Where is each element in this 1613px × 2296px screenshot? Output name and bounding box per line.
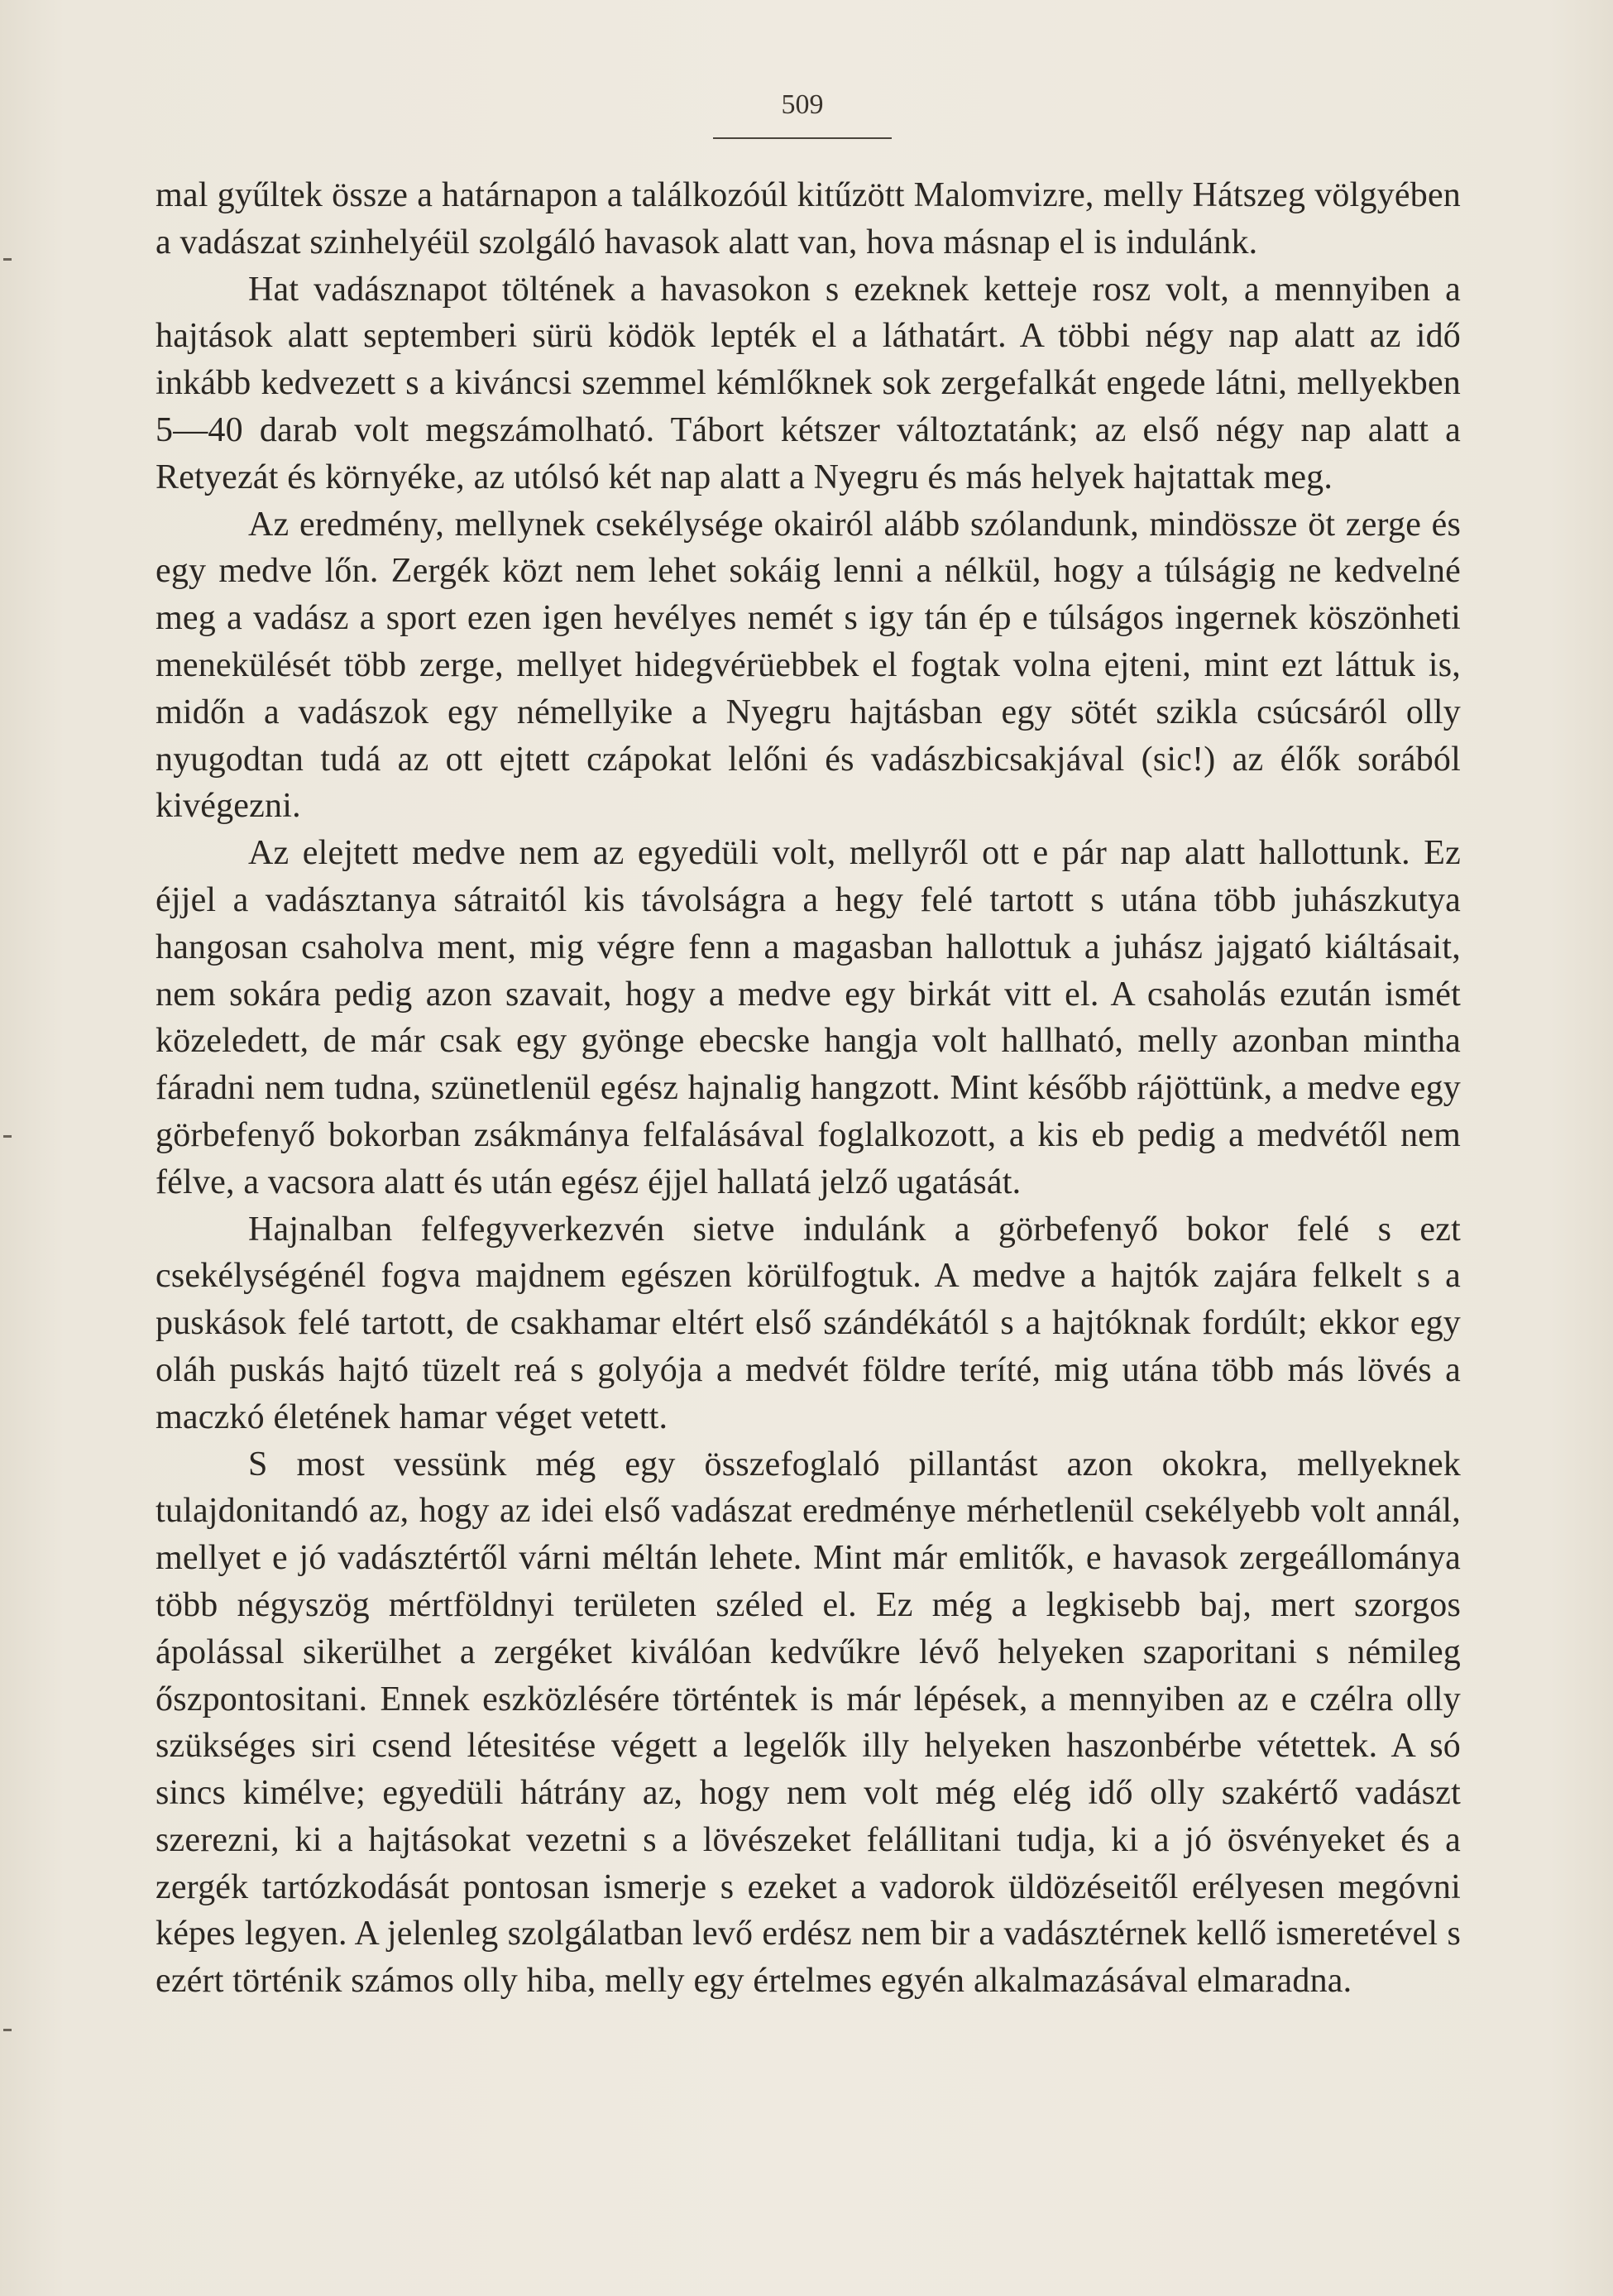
paragraph: Hajnalban felfegyverkezvén sietve indulánk a görbefenyő bokor felé s ezt csekélységénél fogva majdnem egészen körülfogtuk. A medve a hajtók zajára felkelt s a puskások felé tartott, de csakhamar eltért első szándékától s a hajtóknak fordúlt; ekkor egy oláh puskás hajtó tüzelt reá s golyója a medvét földre teríté, mig utána több más lövés a maczkó életének hamar véget vetett. <box>156 1210 1461 1436</box>
body-text <box>156 172 1461 2005</box>
page-number-rule <box>713 137 892 139</box>
paragraph: Az elejtett medve nem az egyedüli volt, mellyről ott e pár nap alatt hallottunk. Ez éjjel a vadásztanya sátraitól kis távolságra a hegy felé tartott s utána több juhászkutya hangosan csaholva ment, mig végre fenn a magasban hallottuk a juhász jajgató kiáltásait, nem sokára pedig azon szavait, hogy a medve egy birkát vitt el. A csaholás ezután ismét közeledett, de már csak egy gyönge ebecske hangja volt hallható, melly azonban mintha fáradni nem tudna, szünetlenül egész hajnalig hangzott. Mint később rájöttünk, a medve egy görbefenyő bokorban zsákmánya felfalásával foglalkozott, a kis eb pedig a medvétől nem félve, a vacsora alatt és után egész éjjel hallatá jelző ugatását. <box>156 834 1461 1201</box>
page-number: 509 <box>781 89 824 120</box>
paragraph: Az eredmény, mellynek csekélysége okairól alább szólandunk, mindössze öt zerge és egy medve lőn. Zergék közt nem lehet sokáig lenni a nélkül, hogy a túlságig ne kedvelné meg a vadász a sport ezen igen hevélyes nemét s igy tán ép e túlságos ingernek köszönheti menekülését több zerge, mellyet hidegvérüebbek el fogtak volna ejteni, mint ezt láttuk is, midőn a vadászok egy némellyike a Nyegru hajtásban egy sötét szikla csúcsáról olly nyugodtan tudá az ott ejtett czápokat lelőni és vadászbicsakjával (sic!) az élők sorából kivégezni. <box>156 505 1461 826</box>
binding-mark <box>3 1135 12 1138</box>
binding-mark <box>3 2029 12 2031</box>
paragraph: S most vessünk még egy összefoglaló pillantást azon okokra, mellyeknek tulajdonitandó az, hogy az idei első vadászat eredménye mérhetlenül csekélyebb volt annál, mellyet e jó vadásztértől várni méltán lehete. Mint már emlitők, e havasok zergeállománya több négyszög mértföldnyi területen széled el. Ez még a legkisebb baj, mert szorgos ápolással sikerülhet a zergéket kiválóan kedvűkre lévő helyeken szaporitani s némileg őszpontositani. Ennek eszközlésére történtek is már lépések, a mennyiben az e czélra olly szükséges siri csend létesitése végett a legelők illy helyeken haszonbérbe vétettek. A só sincs kimélve; egyedüli hátrány az, hogy nem volt még elég idő olly szakértő vadászt szerezni, ki a hajtásokat vezetni s a lövészeket felállitani tudja, ki a jó ösvényeket és a zergék tartózkodását pontosan ismerje s ezeket a vadorok üldözéseitől erélyesen megóvni képes legyen. A jelenleg szolgálatban levő erdész nem bir a vadásztérnek kellő ismeretével s ezért történik számos olly hiba, melly egy értelmes egyén alkalmazásával elmaradna. <box>156 1445 1461 2001</box>
paragraph: Hat vadásznapot töltének a havasokon s ezeknek ketteje rosz volt, a mennyiben a hajtások alatt septemberi sürü ködök lepték el a láthatárt. A többi négy nap alatt az idő inkább kedvezett s a kiváncsi szemmel kémlőknek sok zergefalkát engede látni, mellyekben 5—40 darab volt megszámolható. Tábort kétszer változtatánk; az első négy nap alatt a Retyezát és környéke, az utólsó két nap alatt a Nyegru és más helyek hajtattak meg. <box>156 270 1461 496</box>
binding-mark <box>3 258 12 261</box>
paragraph: mal gyűltek össze a határnapon a találkozóúl kitűzött Malomvizre, melly Hátszeg völgyében a vadászat szinhelyéül szolgáló havasok alatt van, hova másnap el is indulánk. <box>156 176 1461 261</box>
